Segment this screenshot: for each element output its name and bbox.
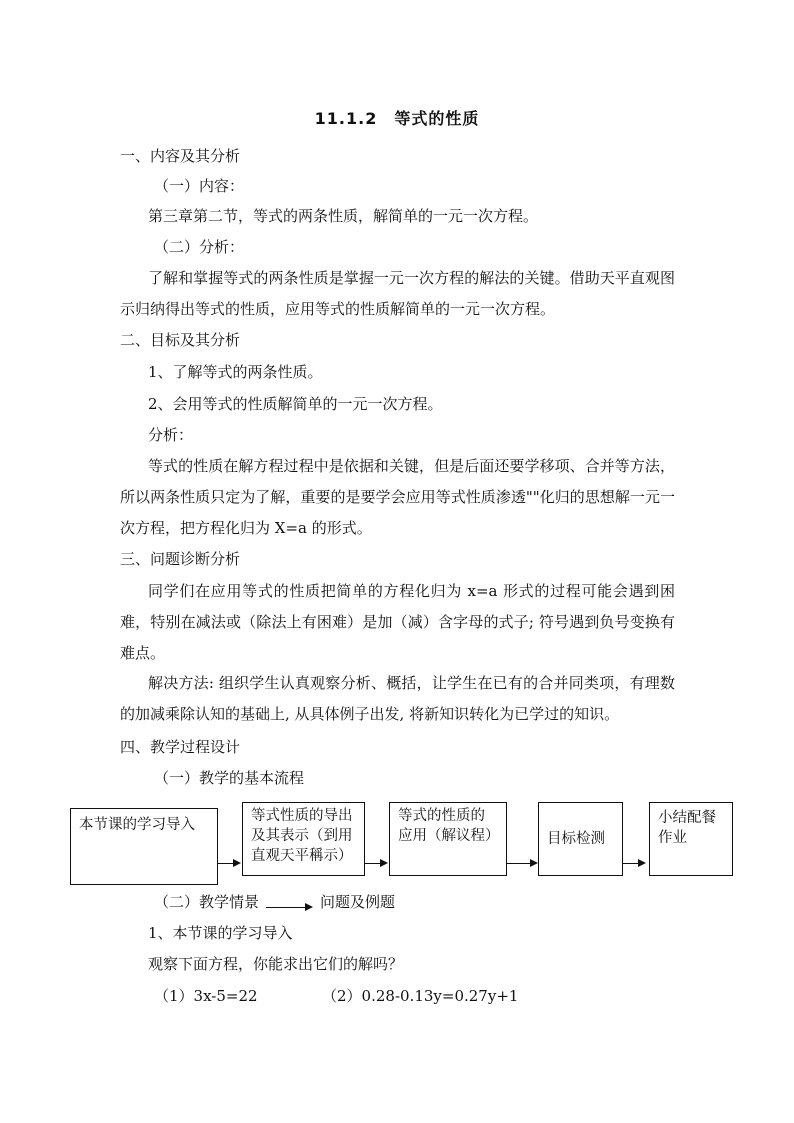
flow-arrow-3-head — [530, 859, 538, 867]
section-3-heading: 三、问题诊断分析 — [120, 550, 241, 568]
teaching-item-1: 1、本节课的学习导入 — [148, 924, 293, 942]
flow-arrow-2-head — [380, 859, 388, 867]
section-2-heading: 二、目标及其分析 — [120, 331, 241, 349]
section-1-analysis-paragraph: 了解和掌握等式的两条性质是掌握一元一次方程的解法的关键。借助天平直观图示归纳得出等式的性质，应用等式的性质解简单的一元一次方程。 — [120, 269, 675, 318]
section-1-heading: 一、内容及其分析 — [120, 147, 241, 165]
equation-1: （1）3x-5=22 — [154, 987, 258, 1005]
section-4-heading: 四、教学过程设计 — [120, 738, 241, 756]
section-1-subheading-analysis: （二）分析： — [154, 238, 245, 256]
flow-box-goal-check: 目标检测 — [538, 802, 623, 876]
flow-arrow-4-head — [638, 859, 646, 867]
section-3-paragraph-1: 同学们在应用等式的性质把简单的方程化归为 x=a 形式的过程可能会遇到困难，特别在减法或（除法上有困难）是加（减）含字母的式子; 符号遇到负号变换有难点。 — [120, 582, 675, 662]
section-1-subheading-content: （一）内容： — [154, 177, 245, 195]
section-2-analysis-paragraph: 等式的性质在解方程过程中是依据和关键，但是后面还要学移项、合并等方法，所以两条性质只定为了解，重要的是要学会应用等式性质渗透""化归的思想解一元一次方程，把方程化归为 X=a 的形式。 — [120, 457, 675, 537]
page-title: 11.1.2 等式的性质 — [314, 109, 480, 128]
flow-arrow-4 — [623, 863, 639, 864]
observe-question: 观察下面方程，你能求出它们的解吗？ — [148, 955, 404, 973]
flow-box-property-application: 等式的性质的应用（解议程） — [389, 802, 507, 876]
section-4-subheading-flow: （一）教学的基本流程 — [154, 769, 305, 787]
flow-arrow-2 — [365, 863, 381, 864]
equation-2: （2）0.28-0.13y=0.27y+1 — [322, 987, 519, 1005]
flow-box-summary-homework: 小结配餐作业 — [649, 802, 733, 876]
scenario-arrow-head — [305, 903, 313, 911]
goal-item-1: 1、了解等式的两条性质。 — [148, 363, 323, 381]
flow-box-property-derivation: 等式性质的导出及其表示（到用直观天平稱示） — [242, 802, 365, 876]
goal-item-2: 2、会用等式的性质解简单的一元一次方程。 — [148, 395, 443, 413]
flow-arrow-1 — [218, 863, 234, 864]
flow-arrow-3 — [507, 863, 531, 864]
section-3-paragraph-2: 解决方法: 组织学生认真观察分析、概括，让学生在已有的合并同类项，有理数的加减乘除认知的基础上, 从具体例子出发, 将新知识转化为已学过的知识。 — [120, 674, 675, 723]
scenario-arrow — [266, 907, 306, 908]
section-4-subheading-scenario: （二）教学情景 — [154, 893, 260, 911]
flow-arrow-1-head — [233, 859, 241, 867]
section-4-scenario-target: 问题及例题 — [320, 893, 396, 911]
analysis-label: 分析： — [148, 426, 194, 444]
section-1-content-text: 第三章第二节，等式的两条性质，解简单的一元一次方程。 — [148, 207, 539, 225]
flow-box-introduction: 本节课的学习导入 — [70, 808, 218, 885]
